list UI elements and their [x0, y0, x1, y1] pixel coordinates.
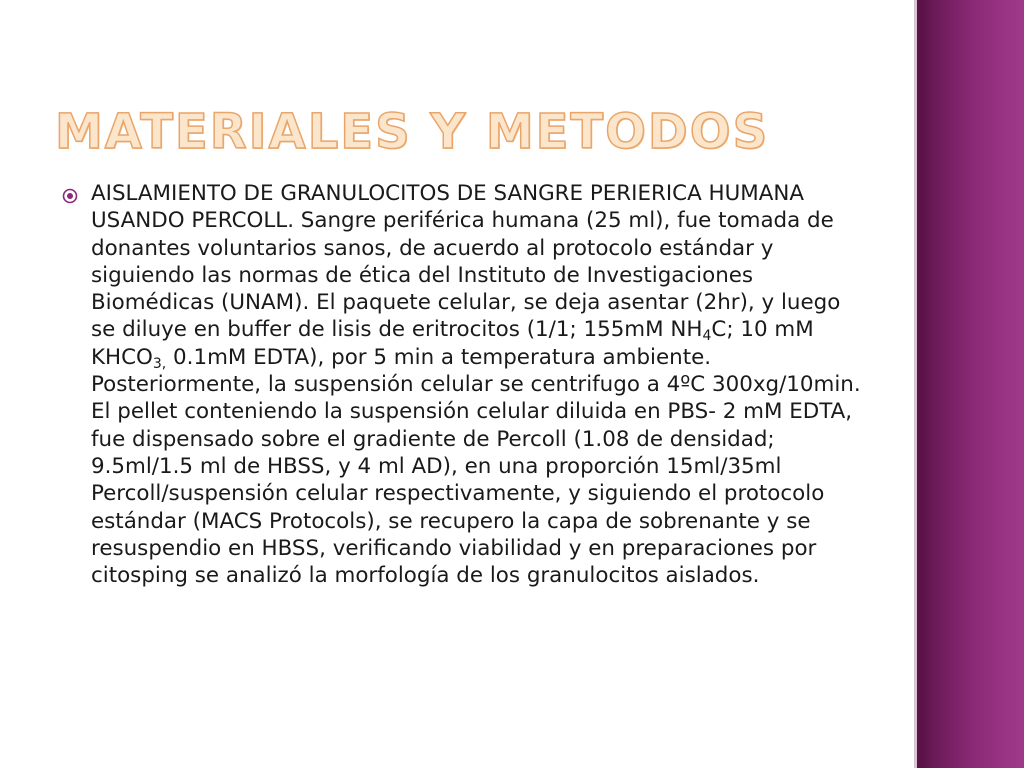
bullet-text — [91, 180, 861, 589]
slide-content — [62, 180, 872, 589]
nh4-subscript: 4 — [702, 328, 712, 345]
bullet-item — [62, 180, 872, 589]
side-bar-stripe — [917, 0, 923, 768]
bullet-body-part1: Sangre periférica humana (25 ml), fue tomada de donantes voluntarios sanos, de acuerdo al protocolo estándar y siguiendo las normas de ética del Instituto de Investigaciones Biomédicas (UNAM). El paquete celular, se deja asentar (2hr), y luego se diluye en buffer de lisis de eritrocitos (1/1; 155mM NH — [91, 208, 841, 343]
bullet-heading: AISLAMIENTO DE GRANULOCITOS DE SANGRE PERIERICA HUMANA USANDO PERCOLL. — [91, 181, 804, 234]
slide-title: MATERIALES Y METODOS — [55, 104, 770, 160]
khco3-subscript: 3, — [152, 355, 167, 372]
decorative-side-bar — [914, 0, 1024, 768]
circle-bullet-icon — [62, 188, 78, 204]
bullet-body-part3: 0.1mM EDTA), por 5 min a temperatura ambiente. Posteriormente, la suspensión celular se centrifugo a 4ºC 300xg/10min. El pellet conteniendo la suspensión celular diluida en PBS- 2 mM EDTA, fue dispensado sobre el gradiente de Percoll (1.08 de densidad; 9.5ml/1.5 ml de HBSS, y 4 ml AD), en una proporción 15ml/35ml Percoll/suspensión celular respectivamente, y siguiendo el protocolo estándar (MACS Protocols), se recupero la capa de sobrenante y se resuspendio en HBSS, verificando viabilidad y en preparaciones por citosping se analizó la morfología de los granulocitos aislados. — [91, 344, 861, 589]
bullet-body-part2: C; 10 mM KHCO — [91, 317, 814, 370]
